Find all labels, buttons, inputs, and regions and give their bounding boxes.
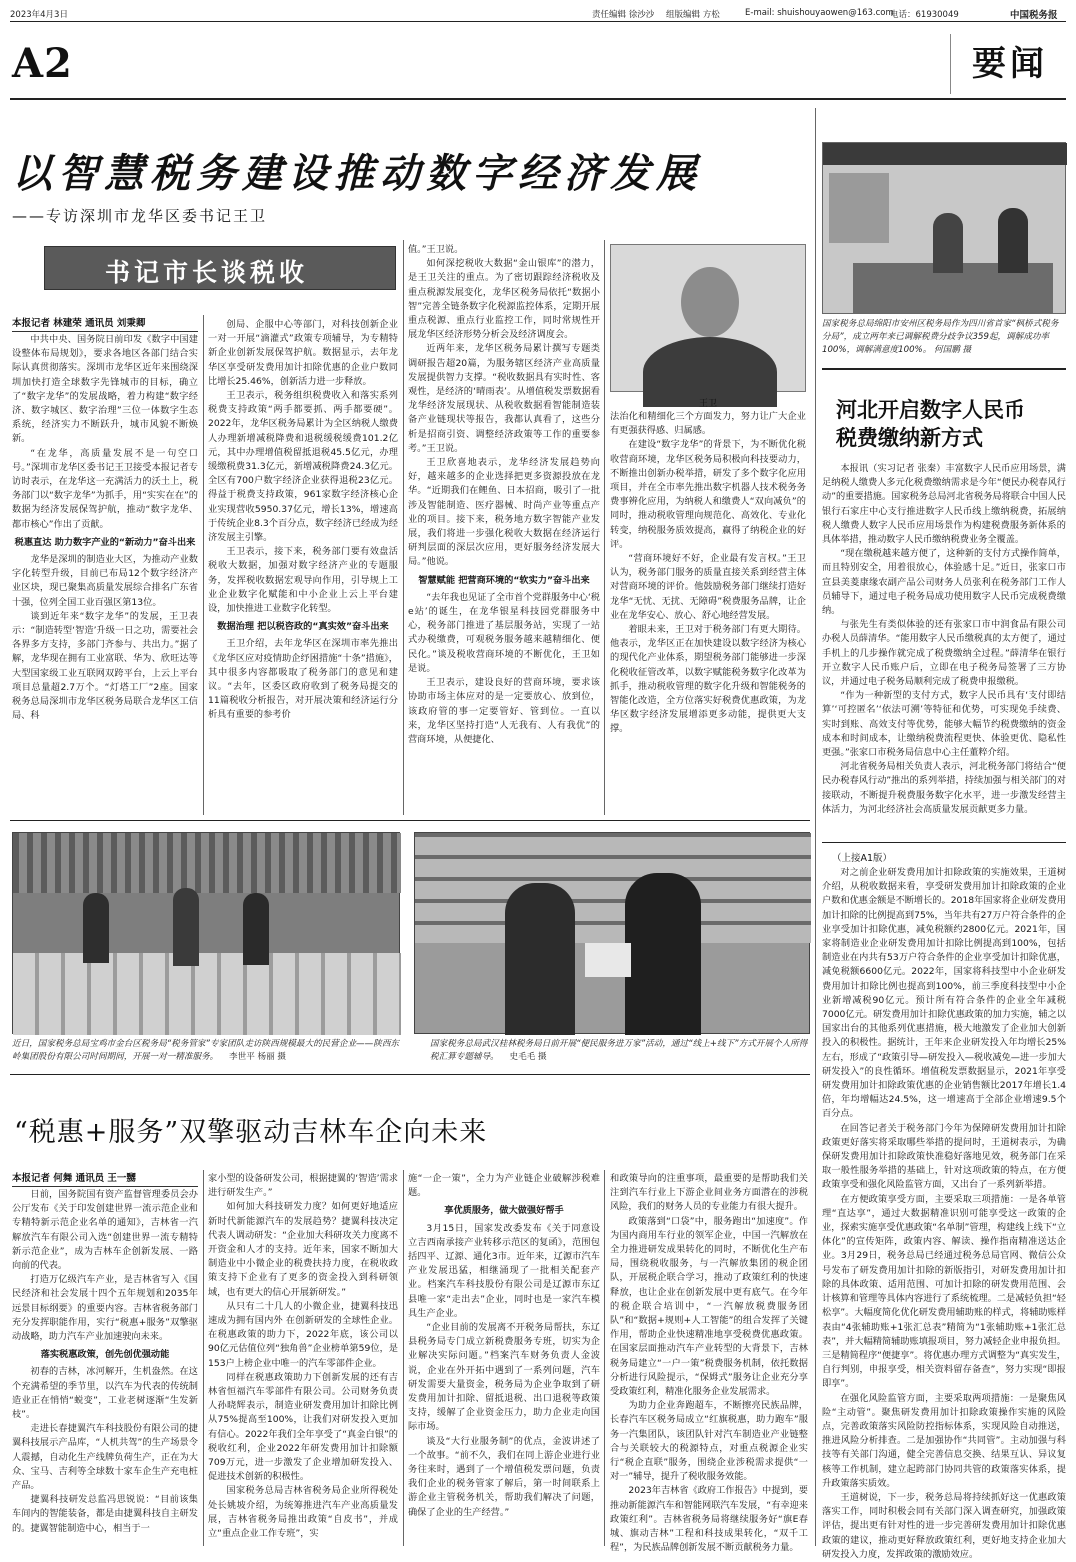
paragraph: 着眼未来，王卫对于税务部门有更大期待。他表示，龙华区正在加快建设以数字经济为核心的现代化产业体系，期望税务部门能够进一步深化税收征管改革，以数字赋能税务数字化改革为抓手，推动税收管理的数字化升级和智能税务的智能化改造，全方位落实好税费优惠政策，为龙华区数字经济发展增添更多动能，提供更大支撑。 xyxy=(610,624,806,735)
paragraph: 如何加大科技研发力度？如何更好地适应新时代新能源汽车的发展趋势？捷翼科技决定代表人调动研发：“企业加大科研攻关力度离不开资金和人才的支持。近年来，国家不断加大制造业中小微企业的税费扶持力度，在税收政策支持下企业有了更多的资金投入到科研领域，也有更大的信心开展新研发。” xyxy=(208,1201,398,1298)
photo-person xyxy=(998,208,1028,273)
subheading: 享优质服务，做大做强好帮手 xyxy=(444,1205,564,1217)
paragraph: 捷翼科技研发总监冯思锐说：“目前该集车间内的智能装备，都是由捷翼科技自主研发的。捷翼智能制造中心，相当于一 xyxy=(12,1494,198,1534)
paragraph: 国家税务总局吉林省税务局企业所得税处处长姚坡介绍，为统筹推进汽车产业高质量发展，吉林省税务局推出政策“自皮书”，并成立“重点企业工作专班”，实 xyxy=(208,1485,398,1540)
column-divider xyxy=(604,240,605,815)
paragraph: 走进长春捷翼汽车科技股份有限公司的捷翼科技展示产品库，“人机共驾”的生产场景令人震撼，自动化生产线牌负荷生产，正在为大众、宝马、吉利等全球数十家车企生产充电桩产品。 xyxy=(12,1423,198,1492)
article1-subtitle: ——专访深圳市龙华区委书记王卫 xyxy=(12,207,268,225)
continuation-label: （上接A1版） xyxy=(832,853,893,864)
paragraph: 施“一企一策”，全力为产业链企业破解涉税难题。 xyxy=(408,1173,600,1199)
main-divider xyxy=(815,108,816,1546)
photo-person xyxy=(625,873,701,1035)
subheading: 税惠直达 助力数字产业的“新动力”奋斗出来 xyxy=(14,536,196,548)
paragraph: 初春的吉林，冰河解开，生机盎然。在这个充满希望的季节里，以汽车为代表的传统制造业正在悄悄“蜕变”，工业老树逐渐“生发新枝”。 xyxy=(12,1366,198,1421)
paragraph: “企业目前的发展离不开税务局帮扶，东辽县税务局专门成立新税费服务专班，切实为企业解决实际问题。”档案汽车财务负责人金波说，企业在外开拓中遇到了一系列问题，汽车研发需要大量资金，税务局为企业争取到了研发费用加计扣除、留抵退税、出口退税等政策支持，缓解了企业资金压力，助力企业走向国际市场。 xyxy=(408,1322,600,1433)
paragraph: 2023年吉林省《政府工作报告》中提到，要推动新能源汽车和智能网联汽车发展，“有幸迎来政策红利”。吉林省税务局将继续服务好“旗E春城、旗动吉林”工程和科技成果转化，“双千工程”，为民族品牌创新发展不断贡献税务力量。 xyxy=(610,1485,808,1554)
paragraph: 在回答记者关于税务部门今年为保障研发费用加计扣除政策更好落实将采取哪些举措的提问时，王道树表示，为确保研发费用加计扣除政策快准稳好落地见效，税务部门在采取一般性服务举措的基础上，针对这项政策的特点，在方便政策享受和强化风险监管方面，又出台了一系列新举措。 xyxy=(822,1122,1066,1191)
article1-title: 以智慧税务建设推动数字经济发展 xyxy=(12,150,702,197)
paragraph: 在建设“数字龙华”的背景下，为不断优化税收营商环境，龙华区税务局积极向科技要动力，不断推出创新办税举措，研发了多个数字化应用项目，并在全市率先推出数字机器人技术税务务费事辨化应用，为纳税人和缴费人“双向减负”的同时，推动税收管理向规范化、高效化、专业化转变，纳税服务质效提高，赢得了纳税企业的好评。 xyxy=(610,439,806,550)
tax-service-photo xyxy=(414,832,810,1034)
article1-byline: 本报记者 林建荣 通讯员 刘秉卿 xyxy=(12,315,198,332)
article1-col2 xyxy=(208,318,398,803)
paragraph: 王卫欣喜地表示，龙华经济发展趋势向好，越来越多的企业选择把更多资源投放在龙华。“近期我们在鲤鱼、日本招商，吸引了一批涉及智能制造、医疗器械、时尚产业等重点产业的项目。接下来，税务地方数字智能产业发展，我们将进一步强化税收大数据在经济运行研判层面的深层次应用，更好服务经济发展大局。”他说。 xyxy=(408,457,600,568)
factory-photo-caption xyxy=(12,1038,400,1064)
column-divider xyxy=(403,1170,404,1546)
header-phone: 电话：61930049 xyxy=(890,10,959,20)
paragraph: 王道树说，下一步，税务总局将持续抓好这一优惠政策落实工作，同时积极会同有关部门深入调查研究，加强政策评估，提出更有针对性的进一步完善研发费用加计扣除优惠政策的建议，推动更好释放政策红利，更好地支持企业加大研发投入力度，发挥政策的激励效应。 xyxy=(822,1491,1066,1560)
header-email: E-mail: shuishouyaowen@163.com xyxy=(745,8,894,18)
paragraph: 王卫表示，税务组织税费收入和落实系列税费支持政策“两手都要抓、两手都要硬”。2022年，龙华区税务局累计为全区纳税人缴费人办理新增减税降费和退税缓税缓费101.2亿元，其中办理增值税留抵退税45.5亿元，办理缓缴税费31.3亿元，新增减税降费24.3亿元。全区有700户数字经济企业获得退税23亿元。得益于税费支持政策，961家数字经济核心企业实现营收5950.37亿元，增长13%，增速高于传统企业8.3个百分点，数字经济已经成为经济发展主引擎。 xyxy=(208,390,398,544)
paragraph: 创局、企服中心等部门，对科技创新企业一对一开展“滴灌式”政策专项辅导，为专精特新企业创新发展保驾护航。数据显示，去年龙华区享受研发费用加计扣除优惠的企业户数同比增长25.46%，创新活力进一步释放。 xyxy=(208,319,398,387)
article2-col4 xyxy=(610,1172,808,1554)
paragraph: “在龙华，高质量发展不是一句空口号。”深圳市龙华区委书记王卫接受本报记者专访时表示，在龙华这一充满活力的沃土上，税务部门以“数字龙华”为抓手，用“实实在在”的数据为经济发展保驾护航，推动“数字龙华、都市核心”作出了贡献。 xyxy=(12,447,198,530)
article1-col1 xyxy=(12,333,198,803)
subheading: 数据治理 把以税咨政的“真实效”奋斗出来 xyxy=(217,621,389,633)
paragraph: 对之前企业研发费用加计扣除政策的实施效果，王道树介绍，从税收数据来看，享受研发费用加计扣除政策的企业户数和优惠金额是不断增长的。2018年国家将企业研发费用加计扣除的比例提高到75%，当年共有27万户符合条件的企业享受加计扣除优惠，减免税额约2800亿元。2021年，国家将制造业企业研发费用加计扣除比例提高到100%，包括制造业在内共有53万户符合条件的企业享受加计扣除优惠，减免税额6600亿元。2022年，国家将科技型中小企业研发费用加计扣除比例也提高到100%，前三季度科技型中小企业新增减税90亿元。预计所有符合条件的企业全年减税7000亿元。研发费用加计扣除优惠政策的加力实施，辅之以国家出台的其他系列优惠措施，极大地激发了企业加大创新投入的积极性。据统计，王年来企业研发投入年均增长25%左右，形成了“政策引导—研发投入—税收减免—进一步加大研发投入”的良性循环。增值税发票数据显示，2021年享受研发费用加计扣除政策优惠的企业销售额比2017年增长1.4倍，年均增幅达24.5%，这一增速高于全部企业增速9.5个百分点。 xyxy=(822,867,1066,1120)
paragraph: 龙华是深圳的制造业大区，为推动产业数字化转型升级，目前已布局12个数字经济产业区块，现已聚集高质量发展综合排名广东省十强，位列全国工业百强区第13位。 xyxy=(12,554,198,608)
photo-person xyxy=(505,883,575,1035)
subheading: 智慧赋能 把营商环境的“软实力”奋斗出来 xyxy=(418,574,590,586)
article2-top-rule xyxy=(10,1074,810,1075)
header-section-divider xyxy=(950,34,951,94)
photo-floor-stacks xyxy=(13,953,401,1035)
section-name: 要闻 xyxy=(972,44,1048,84)
header-date: 2023年4月3日 xyxy=(10,10,68,20)
paragraph: “现在缴税越来越方便了，这种新的支付方式操作简单，而且特别安全，用着很放心，体验感十足。”近日，张家口市宣县美菱康缘农副产品公司财务人员张利在税务部门工作人员辅导下，通过电子税务局成功使用数字人民币完成税费缴纳。 xyxy=(822,548,1066,617)
article2-title: “税惠+服务”双擎驱动吉林车企向未来 xyxy=(14,1117,488,1148)
photo-person xyxy=(243,893,269,965)
page-header xyxy=(10,6,1066,20)
photos-top-rule xyxy=(10,820,810,821)
continuation-body xyxy=(822,866,1066,1560)
article2-col2 xyxy=(208,1172,398,1548)
column-divider xyxy=(403,240,404,815)
column-divider xyxy=(604,1170,605,1546)
paragraph: 本报讯（实习记者 张秦）丰富数字人民币应用场景，满足纳税人缴费人多元化税费缴纳需求是今年“便民办税春风行动”的重要措施。国家税务总局河北省税务局将联合中国人民银行石家庄中心支行推进数字人民币线上缴纳税费，拓展纳税人缴费人数字人民币应用场景作为构建税费服务新体系的具体举措，推动数字人民币缴纳税费业务全覆盖。 xyxy=(822,463,1066,546)
subheading: 落实税惠政策，创先创优强动能 xyxy=(40,1349,170,1361)
paragraph: 家小型的设备研发公司，根据捷翼的‘智造’需求进行研发生产。” xyxy=(208,1173,398,1199)
paragraph: 法治化和精细化三个方面发力，努力让广大企业有更强获得感、归属感。 xyxy=(610,411,806,437)
right-news-body xyxy=(822,462,1066,834)
portrait-head xyxy=(681,267,739,337)
tax-service-photo-caption-text: 国家税务总局武汉桂林税务局日前开展“便民服务进万家”活动，通过“线上+线下”方式开展个人所得税汇算专题辅导。 xyxy=(430,1039,808,1062)
portrait-photo xyxy=(610,244,806,392)
header-layout-editor: 组版编辑 方松 xyxy=(666,10,720,20)
paragraph: 如何深挖税收大数据“金山银库”的潜力，是王卫关注的重点。为了密切跟踪经济税收及重点税源发展变化，龙华区税务局依托“数据小智”完善全链条数字化税源监控体系，定期开展重点税源、重点行业监控工作，同时常规性开展龙华区经济形势分析会及经济调度会。 xyxy=(408,258,600,341)
paragraph: 为助力企业奔跑超车，不断擦亮民族品牌，长春汽车区税务局成立“红旗税惠，助力跑车”服务一汽集团队，该团队针对汽车制造业产业链整合与关联较大的税源特点，对重点税源企业实行“税企直联”服务，围绕企业涉税需求提供“一对一”辅导，提升了税收服务效能。 xyxy=(610,1400,808,1483)
column-badge-text: 书记市长谈税收 xyxy=(105,258,309,287)
paragraph: 3月15日，国家发改委发布《关于同意设立吉西南承接产业转移示范区的复函》，范围包括四平、辽源、通化3市。近年来，辽源市汽车产业发展迅猛，相继涌现了一批相关配套产业。档案汽车科技股份有限公司是辽源市东辽县唯一家“走出去”企业，同时也是一家汽车模具生产企业。 xyxy=(408,1222,600,1319)
article2-col1 xyxy=(12,1188,198,1548)
column-divider xyxy=(203,315,204,815)
tax-service-photo-credit: 史毛毛 摄 xyxy=(509,1052,547,1062)
header-paper-name: 中国税务报 xyxy=(1010,10,1058,21)
paragraph: 值。”王卫说。 xyxy=(408,244,464,255)
article1-col3 xyxy=(408,243,600,803)
column-badge xyxy=(44,246,396,290)
article2-byline: 本报记者 何舞 通讯员 王一嬲 xyxy=(12,1170,198,1187)
right-top-photo-caption: 国家税务总局绵阳市安州区税务局作为四川省首家“枫桥式税务分局”，成立两年来已调解税费分歧争议359起，调解成功率100%，调解满意度100%。 何国鹏 摄 xyxy=(822,319,1059,355)
photo-person xyxy=(173,888,199,966)
right-top-rule xyxy=(822,368,1066,370)
paragraph: 王卫介绍，去年龙华区在深圳市率先推出《龙华区应对疫情助企纾困措施“十条”措施》，其中很多内容都吸取了税务部门的意见和建议。“去年，区委区政府收到了税务局提交的11篇税收分析报告，对开展决策和经济运行分析具有重要的参考价 xyxy=(208,638,398,721)
article2-col3 xyxy=(408,1172,600,1548)
right-headline: 河北开启数字人民币税费缴纳新方式 xyxy=(836,398,1025,450)
paragraph: 近两年来，龙华区税务局累计撰写专题类调研报告超20篇，为服务辖区经济产业高质量发展提供智力支撑。“税收数据具有实时性、客观性，是经济的‘晴雨表’。从增值税发票数据看龙华经济发展现状、从税收数据看智能制造装备产业链现状等报告，我都认真看了，这些分析是招商引资、调整经济政策等工作的重要参考。”王卫说。 xyxy=(408,343,600,454)
paragraph: 政策落到“口袋”中，服务跑出“加速度”。作为国内商用车行业的领军企业，中国一汽解放在全力推进研发成果转化的同时，不断优化生产布局，围绕税收服务，与一汽解放集团的税企团队，开展税企联合学习，推动了政策红利的快速释放，也让企业在创新发展中更有底气。在今年的税企联合培训中，“一汽解放税费服务团队”和“数据+规则+人工智能”的组合发挥了关键作用，帮助企业快速精准地享受税费优惠政策。在国家层面推动汽车产业转型的大背景下，吉林税务局建立“一户一策”税费服务机制，依托数据分析进行风险提示，“保姆式”服务让企业充分享受政策红利，精准化服务企业发展需求。 xyxy=(610,1215,808,1398)
paragraph: 在强化风险监管方面，主要采取两项措施：一是聚焦风险“主动管”。聚焦研发费用加计扣除政策操作实施的风险点，完善政策落实风险防控指标体系，实现风险自动推送，推进风险分析排查。二是加强协作“共同管”。主动加强与科技等有关部门沟通，健全完善信息交换、结果互认、异议复核等工作机制，建立起跨部门协同共管的政策落实体系，提升政策落实质效。 xyxy=(822,1392,1066,1489)
paragraph: 谈及“大行业服务制”的优点，金波讲述了一个故事。“前不久，我们在同上游企业进行业务往来时，遇到了一个增值税发票问题，负责我们企业的税务管家了解后，第一时间联系上游企业主管税务机关，帮助我们解决了问题，确保了企业的生产经营。” xyxy=(408,1435,600,1518)
paragraph: 在方便政策享受方面，主要采取三项措施：一是各单管理“直达享”，通过大数据精准识别可能享受这一政策的企业，探索实施享受优惠政策“名单制”管理，构建线上线下“立体化”的宣传矩阵，政策内容、解读、操作指南精准送达企业。3月29日，税务总局已经通过税务总局官网、微信公众号发布了研发费用加计扣除的新版指引，对研发费用加计扣除的具体政策、适用范围、可加计扣除的研发费用范围、会计核算和管理等具体内容进行了系统梳理。二是减轻负担“轻松享”。大幅度简化优化研发费用辅助账的样式，将辅助账样表由“4张辅助账+1张汇总表”精简为“1张辅助账+1张汇总表”，并大幅精简辅助账填报项目，努力减轻企业申报负担。三是精简程序“便捷享”。将优惠办理方式调整为“真实发生，自行判别，申报享受，相关资料留存备查”，努力实现“即报即享”。 xyxy=(822,1193,1066,1390)
paragraph: 从只有二十几人的小微企业，捷翼科技迅速成为拥有国内外 在创新研发的全球性企业。在税惠政策的助力下，2022年底，该公司以90亿元估值位列“独角兽”企业榜单第59位，是153户上榜企业中唯一的汽车零部件企业。 xyxy=(208,1300,398,1369)
photo-shelves xyxy=(415,833,811,943)
paragraph: 与张先生有类似体验的还有张家口市中润食品有限公司办税人员薛清华。“能用数字人民币缴税真的太方便了，通过手机上的几步操作就完成了税费缴纳全过程。”薛清华在银行开立数字人民币账户后，立即在电子税务局签署了三方协议，并通过电子税务局顺利完成了税费申报缴税。 xyxy=(822,619,1066,688)
paragraph: “作为一种新型的支付方式，数字人民币具有‘支付即结算’‘可控匿名’‘依法可溯’等特征和优势，可实现免手续费、实时到账、高效支付等优势，能够大幅节约税费缴纳的资金成本和时间成本，让缴纳税费流程更快、体验更优、隐私性更强。”张家口市税务局信息中心主任董粹介绍。 xyxy=(822,690,1066,759)
paragraph: 日前，国务院国有资产监督管理委员会办公厅发布《关于印发创建世界一流示范企业和专精特新示范企业名单的通知》，吉林省一汽解放汽车有限公司入选“创建世界一流专精特新示范企业”，成为吉林车企创新发展、一路向前的代表。 xyxy=(12,1189,198,1272)
paragraph: “去年我也见证了全市首个党群服务中心‘税e站’的诞生，在龙华银星科技园党群服务中心，税务部门推进了基层服务站，实现了一站式办税缴费，可观税务服务越来越精细化、便民化。”谈及税收营商环境的不断优化，王卫如是说。 xyxy=(408,591,600,674)
paragraph: “营商环境好不好，企业最有发言权。”王卫认为，税务部门服务的质量直接关系到经营主体对营商环境的评价。他鼓励税务部门继续打造好龙华“无忧、无扰、无障碍”税费服务品牌，让企业在龙华安心、放心、舒心地经营发展。 xyxy=(610,553,806,621)
right-mid-rule xyxy=(822,842,1066,843)
photo-person xyxy=(83,893,109,963)
photo-window xyxy=(829,173,889,243)
paragraph: 谈到近年来“数字龙华”的发展，王卫表示：“制造转型‘智造’升级一日之功，需要社会各界多方支持，多部门齐参与、共出力。”据了解，龙华现在拥有工业富联、华为、欣旺达等大型国家级工业互联网双跨平台，上云上平台项目总量超2.7万个。“灯塔工厂”2座。国家税务总局深圳市龙华区税务局联合龙华区工信局、科 xyxy=(12,610,198,722)
right-top-photo xyxy=(822,142,1066,314)
paragraph: 同样在税惠政策助力下创新发展的还有吉林省恒福汽车零部件有限公司。公司财务负责人孙晓辉表示，制造业研发费用加计扣除比例从75%提高至100%，让我们对研发投入更加有信心。2022年我们全年享受了“真金白银”的税收红利，企业2022年研发费用加计扣除额709万元，进一步激发了企业增加研发投入、促进技术创新的积极性。 xyxy=(208,1371,398,1483)
paragraph: 河北省税务局相关负责人表示，河北税务部门将结合“便民办税春风行动”推出的系列举措，持续加强与相关部门的对接联动，不断提升税费服务数字化水平，进一步激发经营主体活力，为河北经济社会高质量发展贡献更多力量。 xyxy=(822,761,1066,815)
paragraph: 中共中央、国务院日前印发《数字中国建设整体布局规划》，要求各地区各部门结合实际认真贯彻落实。深圳市龙华区近年来围绕深圳加快打造全球数字先锋城市的目标，确立了“数字龙华”的发展战略，着力构建“数字经济、数字城区、数字治理”三位一体数字生态系统，经济实力不断跃升，城市风貌不断焕新。 xyxy=(12,334,198,445)
factory-photo xyxy=(12,832,400,1034)
photo-person xyxy=(933,213,963,273)
page-code: A2 xyxy=(12,40,73,87)
factory-photo-credit: 李世平 杨丽 摄 xyxy=(229,1052,287,1062)
header-thick-rule xyxy=(10,98,1066,100)
paragraph: 王卫表示，建设良好的营商环境，要求该协助市场主体应对的是一定要放心、放到位，该政府管的事一定要管好、管到位。一直以来，龙华区坚持打造“人无我有、人有我优”的营商环境，从便捷化、 xyxy=(408,677,600,745)
photo-wall-sign xyxy=(823,143,1067,165)
photo-booklet xyxy=(585,943,631,977)
portrait-caption: 王卫 xyxy=(698,399,717,409)
header-editor: 责任编辑 徐沙沙 xyxy=(592,10,655,20)
tax-service-photo-caption xyxy=(430,1038,810,1064)
factory-photo-caption-text: 近日，国家税务总局宝鸡市金台区税务局“税务管家”专家团队走访陕西规模最大的民营企业——陕西东岭集团股份有限公司时间期间，开展一对一精准服务。 xyxy=(12,1039,400,1062)
column-divider xyxy=(203,1170,204,1546)
paragraph: 和政策导向的注重事项，最重要的是帮助我们关注到汽车行业上下游企业间业务方面潜在的涉税风险，我们的财务人员的专业能力有很大提升。 xyxy=(610,1173,808,1213)
paragraph: 打造万亿级汽车产业，是吉林省写入《国民经济和社会发展十四个五年规划和2035年远景目标纲要》的重要内容。吉林省税务部门充分发挥职能作用，实行“税惠+服务”双擎驱动战略，助力汽车产业加速驶向未来。 xyxy=(12,1274,198,1343)
paragraph: 王卫表示，接下来，税务部门要有效盘活税收大数据，加强对数字经济产业的专题服务，发挥税收数据宏观导向作用，引导规上工业企业数字化赋能和中小企业上云上平台建设，加快推进工业数字化转型。 xyxy=(208,546,398,615)
photo-ceiling xyxy=(13,833,401,893)
article1-col4 xyxy=(610,410,806,805)
header-top-rule xyxy=(10,21,1066,22)
